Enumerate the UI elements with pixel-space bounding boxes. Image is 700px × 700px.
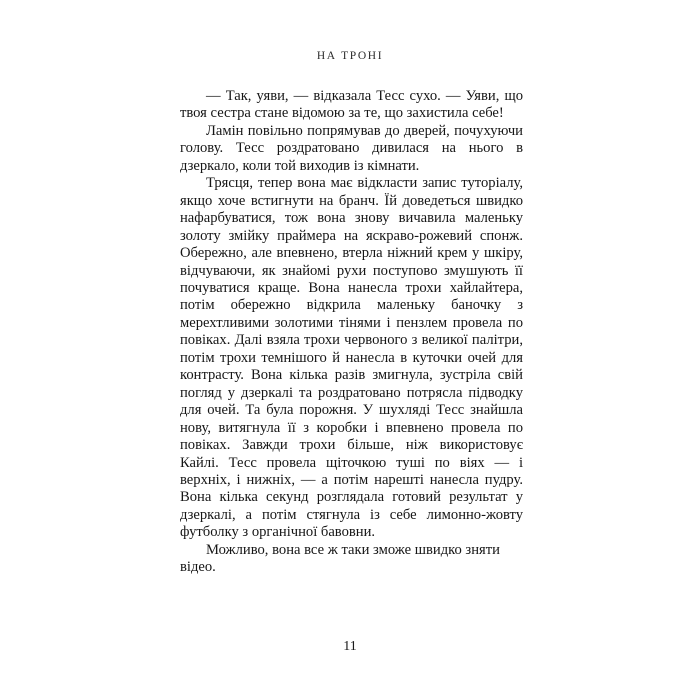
paragraph: Ламін повільно попрямував до дверей, почухуючи голову. Тесс роздратовано дивилася на нього в дзеркало, коли той виходив із кімнати. xyxy=(180,122,523,174)
paragraph: Трясця, тепер вона має відкласти запис туторіалу, якщо хоче встигнути на бранч. Їй доведеться швидко нафарбуватися, тож вона знову вичавила маленьку золоту змійку праймера на яскраво-рожевий спонж. Обережно, але впевнено, втерла ніжний крем у шкіру, відчуваючи, як знайомі рухи поступово змушують її почуватися краще. Вона нанесла трохи хайлайтера, потім обережно відкрила маленьку баночку з мерехтливими золотими тінями і пензлем провела по повіках. Далі взяла трохи червоного з великої палітри, потім трохи темнішого й нанесла в куточки очей для контрасту. Вона кілька разів змигнула, зустріла свій погляд у дзеркалі та роздратовано потрясла підводку для очей. Та була порожня. У шухляді Тесс знайшла нову, витягнула її з коробки і впевнено провела по повіках. Завжди трохи більше, ніж використовує Кайлі. Тесс провела щіточкою туші по віях — і верхніх, і нижніх, — а потім нарешті нанесла пудру. Вона кілька секунд розглядала готовий результат у дзеркалі, а потім стягнула із себе лимонно-жовту футболку з органічної бавовни. xyxy=(180,175,523,541)
paragraph: Можливо, вона все ж таки зможе швидко зняти відео. xyxy=(180,541,500,576)
running-head: НА ТРОНІ xyxy=(316,50,384,62)
page-number: 11 xyxy=(343,639,357,654)
paragraph: — Так, уяви, — відказала Тесс сухо. — Уяви, що твоя сестра стане відомою за те, що захистила себе! xyxy=(180,88,523,122)
body-text xyxy=(180,88,523,577)
